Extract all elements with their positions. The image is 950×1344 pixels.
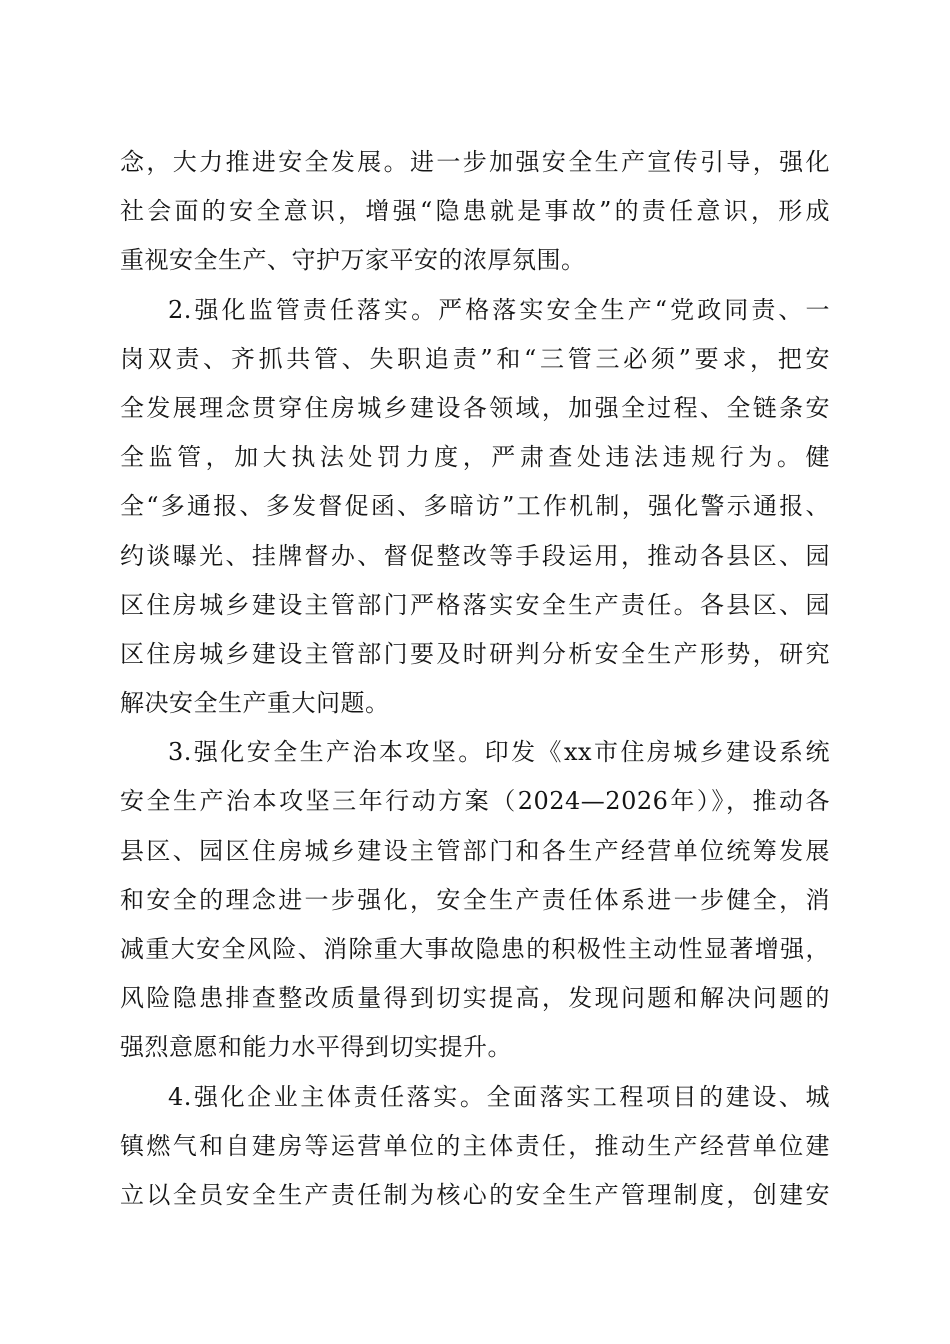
text-line: 立以全员安全生产责任制为核心的安全生产管理制度，创建安 <box>120 1180 830 1209</box>
paragraph-2-start: 2.强化监管责任落实。严格落实安全生产“党政同责、一 <box>168 295 830 324</box>
text-line: 全发展理念贯穿住房城乡建设各领域，加强全过程、全链条安 <box>120 393 830 422</box>
text-line: 风险隐患排查整改质量得到切实提高，发现问题和解决问题的 <box>120 984 830 1013</box>
text-line: 县区、园区住房城乡建设主管部门和各生产经营单位统筹发展 <box>120 836 830 865</box>
paragraph-3-start: 3.强化安全生产治本攻坚。印发《xx市住房城乡建设系统 <box>168 738 830 767</box>
document-body <box>120 138 830 1220</box>
text-line: 镇燃气和自建房等运营单位的主体责任，推动生产经营单位建 <box>120 1131 830 1160</box>
text-line: 减重大安全风险、消除重大事故隐患的积极性主动性显著增强， <box>120 935 830 963</box>
text-line: 念，大力推进安全发展。进一步加强安全生产宣传引导，强化 <box>120 148 830 176</box>
text-line: 解决安全生产重大问题。 <box>120 689 390 718</box>
text-line: 重视安全生产、守护万家平安的浓厚氛围。 <box>120 246 586 275</box>
text-line: 约谈曝光、挂牌督办、督促整改等手段运用，推动各县区、园 <box>120 541 830 570</box>
text-line: 全监管，加大执法处罚力度，严肃查处违法违规行为。健 <box>120 443 830 472</box>
text-line: 岗双责、齐抓共管、失职追责”和“三管三必须”要求，把安 <box>120 344 830 373</box>
text-line: 安全生产治本攻坚三年行动方案（2024—2026年）》，推动各 <box>120 787 830 816</box>
text-line: 全“多通报、多发督促函、多暗访”工作机制，强化警示通报、 <box>120 492 830 521</box>
text-line: 强烈意愿和能力水平得到切实提升。 <box>120 1033 512 1062</box>
text-line: 和安全的理念进一步强化，安全生产责任体系进一步健全，消 <box>120 885 830 914</box>
text-line: 区住房城乡建设主管部门严格落实安全生产责任。各县区、园 <box>120 590 830 619</box>
text-line: 社会面的安全意识，增强“隐患就是事故”的责任意识，形成 <box>120 197 830 226</box>
paragraph-4-start: 4.强化企业主体责任落实。全面落实工程项目的建设、城 <box>168 1082 830 1111</box>
text-line: 区住房城乡建设主管部门要及时研判分析安全生产形势，研究 <box>120 639 830 668</box>
